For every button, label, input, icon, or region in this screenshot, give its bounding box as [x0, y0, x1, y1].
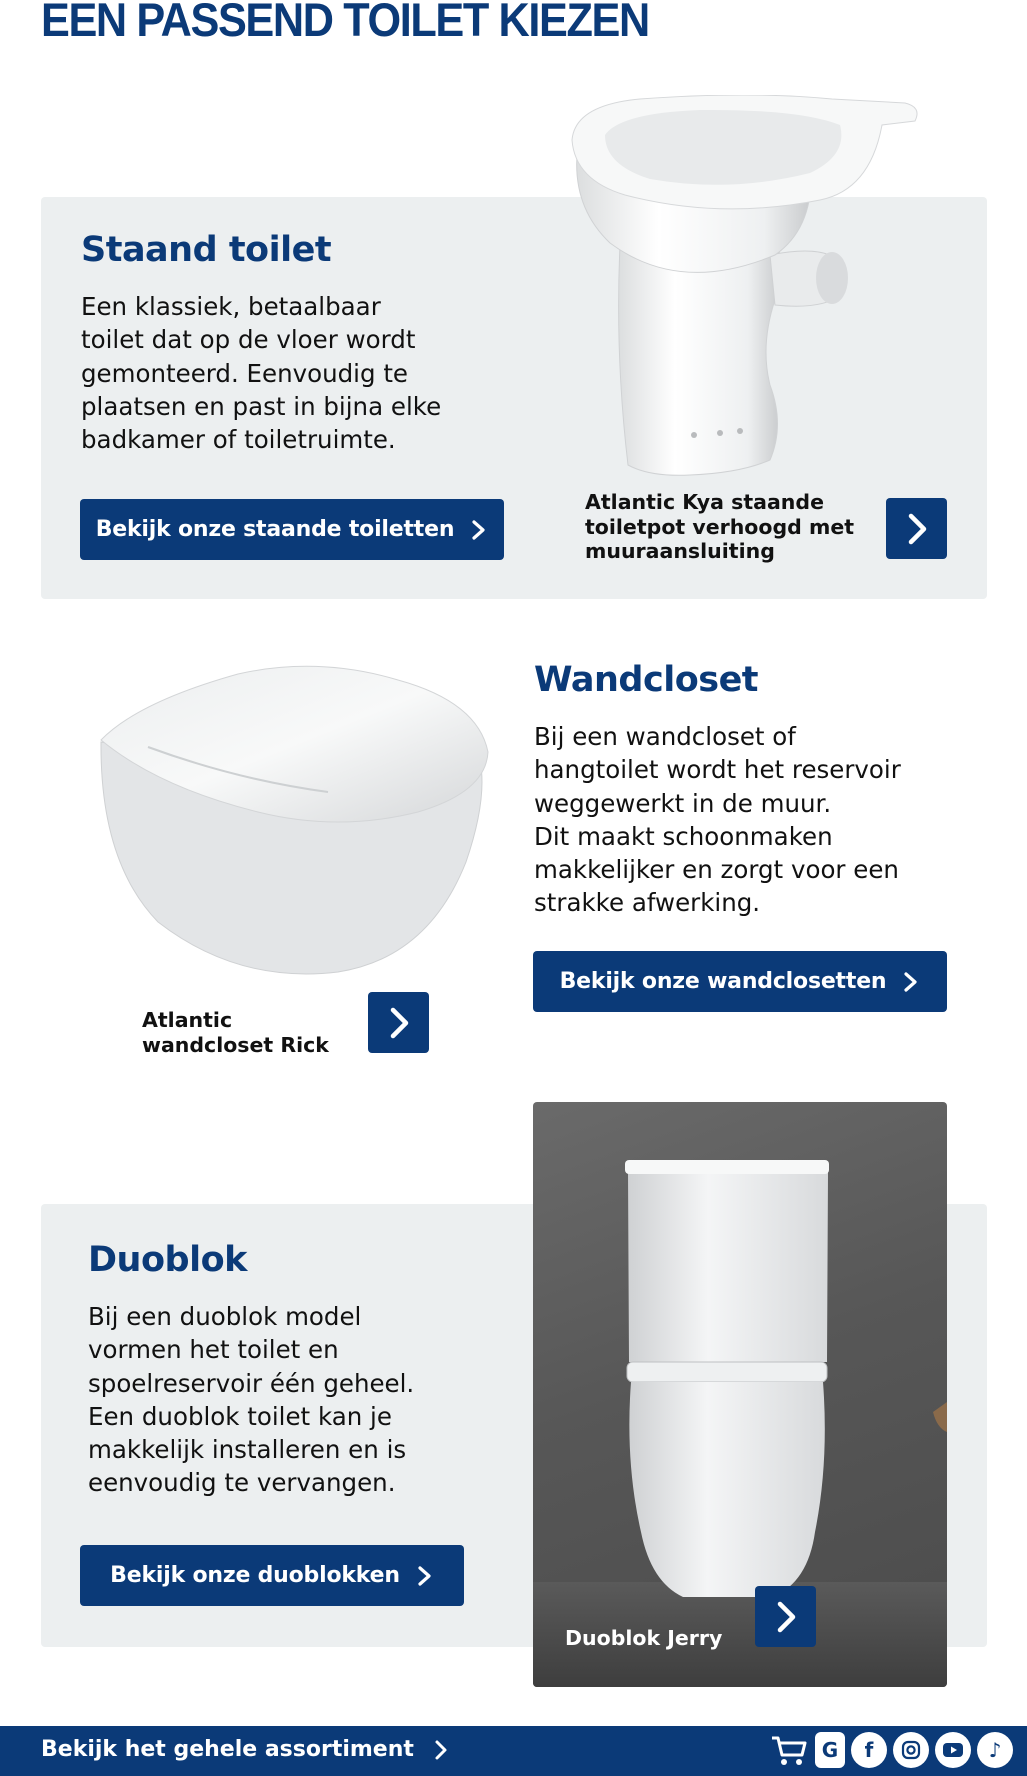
- chevron-right-icon: [900, 971, 920, 993]
- duoblok-body-line: Een duoblok toilet kan je: [88, 1401, 392, 1431]
- wandcloset-heading: Wandcloset: [534, 660, 759, 700]
- gamma-app-icon[interactable]: G: [815, 1732, 845, 1768]
- duoblok-body-line: Bij een duoblok model: [88, 1302, 362, 1331]
- duoblok-product-photo: [533, 1102, 947, 1687]
- wandcloset-product-button[interactable]: [368, 992, 429, 1053]
- chevron-right-icon: [904, 512, 930, 546]
- tiktok-icon[interactable]: ♪: [977, 1732, 1013, 1768]
- wandcloset-body: [534, 720, 901, 920]
- footer-bar: [0, 1726, 1027, 1776]
- wandcloset-body-line: hangtoilet wordt het reservoir: [534, 755, 901, 785]
- wandcloset-body-line: Bij een wandcloset of: [534, 722, 796, 751]
- duoblok-body-line: eenvoudig te vervangen.: [88, 1468, 396, 1498]
- staand-body-line: Een klassiek, betaalbaar: [81, 292, 381, 321]
- duoblokken-button[interactable]: [80, 1545, 464, 1606]
- staand-body-line: gemonteerd. Eenvoudig te: [81, 358, 409, 388]
- wandcloset-body-line: Dit maakt schoonmaken: [534, 821, 833, 851]
- chevron-right-icon: [773, 1600, 799, 1634]
- wandcloset-product-image: [98, 662, 492, 982]
- chevron-right-icon: [386, 1006, 412, 1040]
- wandcloset-body-line: weggewerkt in de muur.: [534, 788, 832, 818]
- chevron-right-icon: [414, 1565, 434, 1587]
- instagram-icon[interactable]: [893, 1732, 929, 1768]
- staand-caption-line: muuraansluiting: [585, 539, 775, 563]
- footer-icons: [769, 1732, 1013, 1768]
- duoblok-toilet-image: [533, 1102, 947, 1687]
- staand-toilet-product-image: [570, 95, 925, 480]
- staand-caption-line: Atlantic Kya staande: [585, 490, 824, 514]
- chevron-right-icon: [468, 519, 488, 541]
- duoblok-product-button[interactable]: [755, 1586, 816, 1647]
- staand-product-caption: [585, 490, 854, 564]
- wandclosetten-button-label: Bekijk onze wandclosetten: [559, 969, 887, 994]
- staande-toiletten-button[interactable]: [80, 499, 504, 560]
- page-title: EEN PASSEND TOILET KIEZEN: [41, 0, 649, 46]
- duoblok-body: [88, 1300, 414, 1500]
- staand-body-line: plaatsen en past in bijna elke: [81, 391, 442, 421]
- assortiment-link-label: Bekijk het gehele assortiment: [41, 1737, 414, 1762]
- assortiment-link[interactable]: [41, 1737, 450, 1762]
- duoblok-product-caption: Duoblok Jerry: [565, 1626, 723, 1650]
- chevron-right-icon: [432, 1738, 450, 1762]
- duoblok-heading: Duoblok: [88, 1240, 247, 1280]
- duoblok-body-line: makkelijk installeren en is: [88, 1435, 407, 1465]
- wandcloset-caption-line: Atlantic: [142, 1008, 233, 1032]
- staand-heading: Staand toilet: [81, 230, 332, 270]
- staand-body-line: toilet dat op de vloer wordt: [81, 325, 416, 355]
- cart-icon[interactable]: [769, 1732, 809, 1768]
- facebook-icon[interactable]: f: [851, 1732, 887, 1768]
- staand-body-line: badkamer of toiletruimte.: [81, 425, 396, 455]
- staande-toiletten-button-label: Bekijk onze staande toiletten: [95, 517, 455, 542]
- wandcloset-caption-line: wandcloset Rick: [142, 1032, 329, 1057]
- duoblok-body-line: spoelreservoir één geheel.: [88, 1368, 415, 1398]
- youtube-icon[interactable]: [935, 1732, 971, 1768]
- wandclosetten-button[interactable]: [533, 951, 947, 1012]
- staand-body: [81, 290, 441, 456]
- staand-caption-line: toiletpot verhoogd met: [585, 514, 855, 539]
- wandcloset-product-caption: [142, 1008, 329, 1057]
- wandcloset-body-line: strakke afwerking.: [534, 888, 761, 918]
- duoblok-body-line: vormen het toilet en: [88, 1335, 339, 1365]
- wandcloset-body-line: makkelijker en zorgt voor een: [534, 855, 899, 885]
- duoblokken-button-label: Bekijk onze duoblokken: [110, 1563, 400, 1588]
- staand-product-button[interactable]: [886, 498, 947, 559]
